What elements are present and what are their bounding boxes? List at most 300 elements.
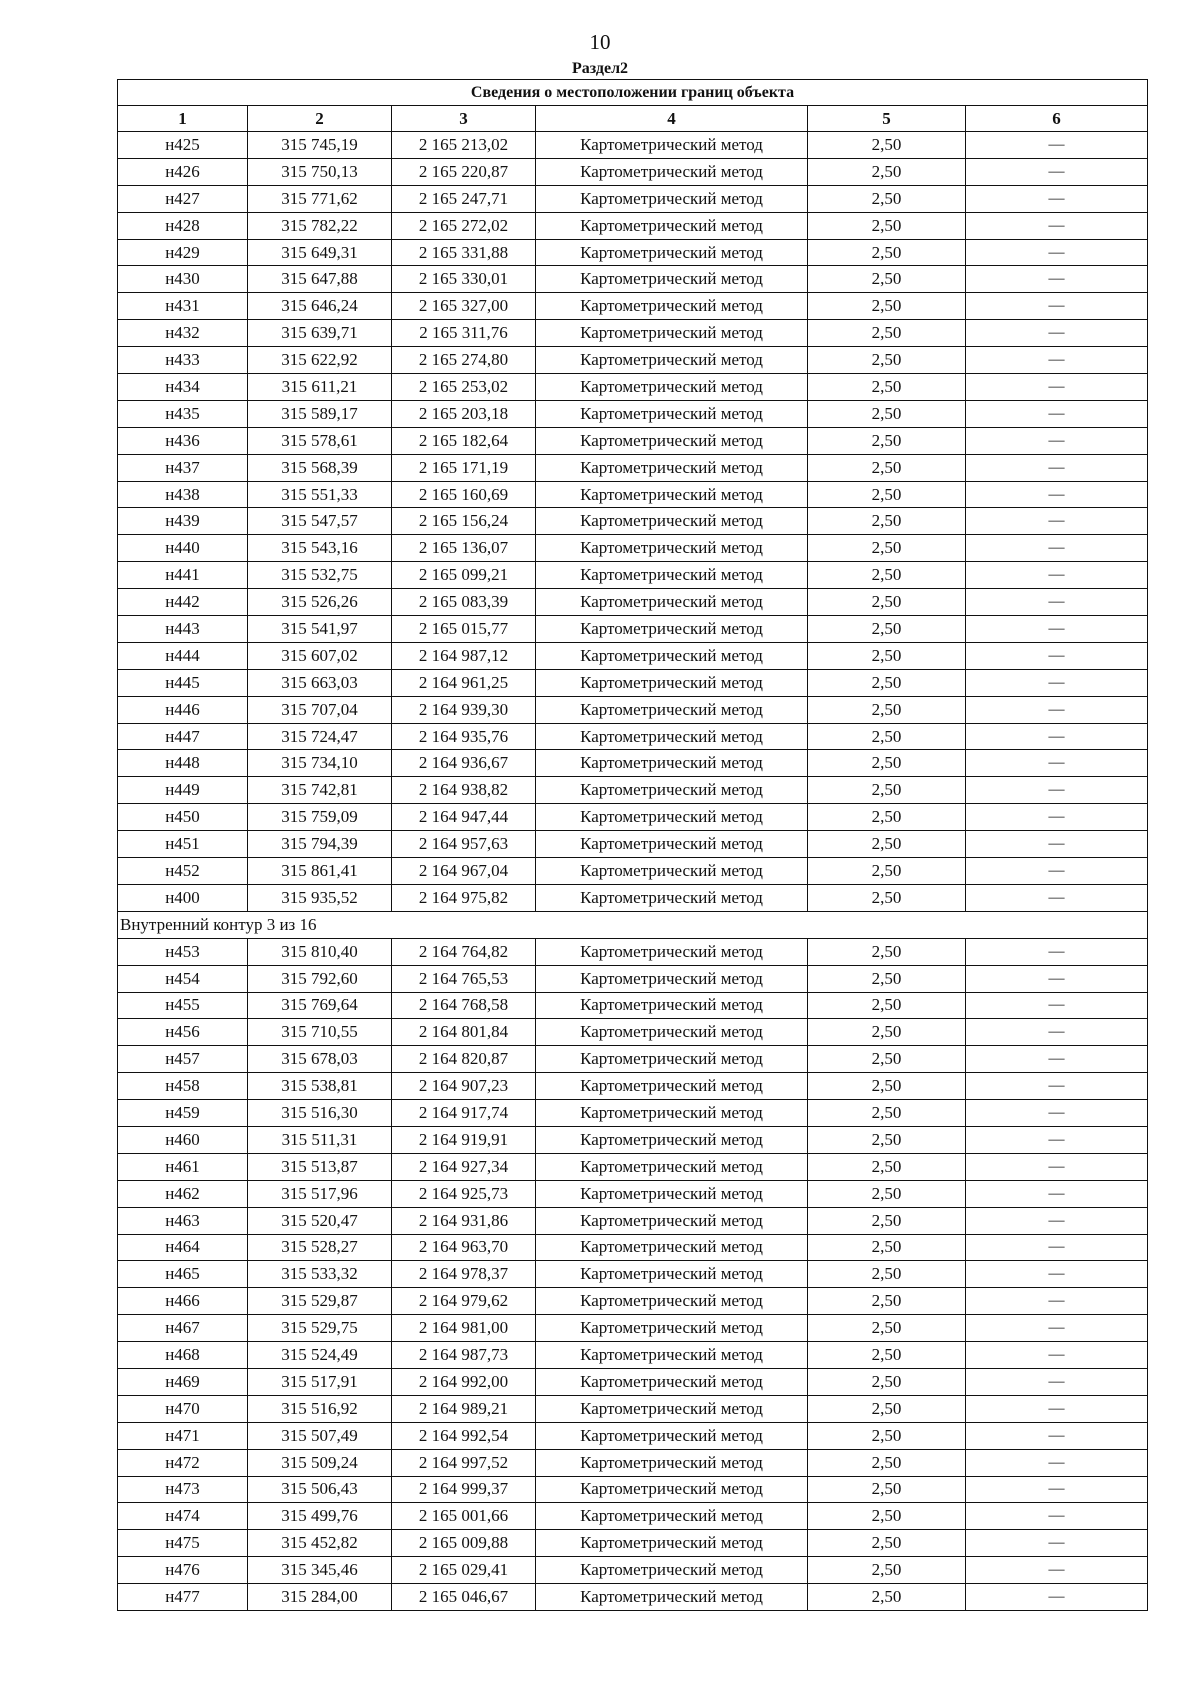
- table-cell: 2,50: [808, 185, 966, 212]
- table-row: [118, 400, 1148, 427]
- table-cell: Картометрический метод: [536, 669, 808, 696]
- table-row: [118, 1449, 1148, 1476]
- table-cell: —: [966, 158, 1148, 185]
- table-cell: 315 532,75: [248, 562, 392, 589]
- table-cell: 2 164 801,84: [392, 1019, 536, 1046]
- table-cell: 315 547,57: [248, 508, 392, 535]
- table-cell: 2 164 997,52: [392, 1449, 536, 1476]
- table-cell: —: [966, 212, 1148, 239]
- table-cell: 2 164 939,30: [392, 696, 536, 723]
- table-cell: н453: [118, 938, 248, 965]
- table-cell: 315 707,04: [248, 696, 392, 723]
- table-cell: 2 165 247,71: [392, 185, 536, 212]
- table-cell: 315 771,62: [248, 185, 392, 212]
- table-cell: Картометрический метод: [536, 804, 808, 831]
- table-cell: н464: [118, 1234, 248, 1261]
- table-cell: 2,50: [808, 669, 966, 696]
- table-cell: 2,50: [808, 562, 966, 589]
- table-cell: Картометрический метод: [536, 185, 808, 212]
- table-cell: 2 164 957,63: [392, 831, 536, 858]
- table-row: [118, 938, 1148, 965]
- table-cell: 315 517,96: [248, 1180, 392, 1207]
- table-cell: 315 452,82: [248, 1530, 392, 1557]
- table-header-row: [118, 106, 1148, 132]
- table-cell: н426: [118, 158, 248, 185]
- table-cell: Картометрический метод: [536, 642, 808, 669]
- table-cell: —: [966, 777, 1148, 804]
- table-cell: Картометрический метод: [536, 831, 808, 858]
- table-cell: 315 511,31: [248, 1126, 392, 1153]
- table-row: [118, 427, 1148, 454]
- table-cell: 315 646,24: [248, 293, 392, 320]
- table-cell: —: [966, 965, 1148, 992]
- table-cell: Картометрический метод: [536, 589, 808, 616]
- table-row: [118, 616, 1148, 643]
- table-cell: 2 165 171,19: [392, 454, 536, 481]
- table-cell: —: [966, 481, 1148, 508]
- table-cell: —: [966, 1207, 1148, 1234]
- table-cell: н447: [118, 723, 248, 750]
- table-cell: 2 164 981,00: [392, 1315, 536, 1342]
- table-row: [118, 669, 1148, 696]
- table-cell: 2,50: [808, 293, 966, 320]
- table-cell: 2 165 136,07: [392, 535, 536, 562]
- table-cell: 2 164 992,00: [392, 1368, 536, 1395]
- table-cell: Картометрический метод: [536, 535, 808, 562]
- table-cell: 2,50: [808, 616, 966, 643]
- table-cell: 315 513,87: [248, 1153, 392, 1180]
- table-cell: 2 165 001,66: [392, 1503, 536, 1530]
- table-row: [118, 1019, 1148, 1046]
- table-cell: 315 649,31: [248, 239, 392, 266]
- table-cell: 2 164 925,73: [392, 1180, 536, 1207]
- table-cell: 2,50: [808, 804, 966, 831]
- table-row: [118, 1207, 1148, 1234]
- table-cell: 315 647,88: [248, 266, 392, 293]
- table-cell: 315 792,60: [248, 965, 392, 992]
- table-cell: 2,50: [808, 320, 966, 347]
- table-cell: н450: [118, 804, 248, 831]
- table-cell: Картометрический метод: [536, 1342, 808, 1369]
- table-cell: Картометрический метод: [536, 320, 808, 347]
- table-row: [118, 1530, 1148, 1557]
- table-cell: н445: [118, 669, 248, 696]
- table-row: [118, 481, 1148, 508]
- table-cell: —: [966, 1073, 1148, 1100]
- table-cell: 2 164 820,87: [392, 1046, 536, 1073]
- table-cell: 315 710,55: [248, 1019, 392, 1046]
- table-row: [118, 723, 1148, 750]
- table-cell: 2 164 936,67: [392, 750, 536, 777]
- table-cell: 315 524,49: [248, 1342, 392, 1369]
- table-cell: н456: [118, 1019, 248, 1046]
- table-cell: н428: [118, 212, 248, 239]
- table-cell: Картометрический метод: [536, 1368, 808, 1395]
- table-cell: —: [966, 1476, 1148, 1503]
- table-cell: 2 165 099,21: [392, 562, 536, 589]
- table-cell: —: [966, 1557, 1148, 1584]
- table-cell: 2 165 311,76: [392, 320, 536, 347]
- table-cell: 2,50: [808, 427, 966, 454]
- table-row: [118, 992, 1148, 1019]
- table-cell: 2,50: [808, 1046, 966, 1073]
- table-cell: 315 516,92: [248, 1395, 392, 1422]
- table-cell: н455: [118, 992, 248, 1019]
- table-cell: н463: [118, 1207, 248, 1234]
- table-cell: 2,50: [808, 1368, 966, 1395]
- table-cell: 2,50: [808, 481, 966, 508]
- table-cell: 2,50: [808, 1395, 966, 1422]
- table-cell: 315 861,41: [248, 858, 392, 885]
- table-cell: 2,50: [808, 1557, 966, 1584]
- table-cell: Картометрический метод: [536, 1153, 808, 1180]
- table-cell: —: [966, 1261, 1148, 1288]
- table-cell: 315 607,02: [248, 642, 392, 669]
- table-cell: 2 164 987,12: [392, 642, 536, 669]
- table-cell: 315 794,39: [248, 831, 392, 858]
- table-cell: Картометрический метод: [536, 1046, 808, 1073]
- table-cell: —: [966, 1503, 1148, 1530]
- table-row: [118, 239, 1148, 266]
- table-cell: 2,50: [808, 508, 966, 535]
- table-cell: 2 164 927,34: [392, 1153, 536, 1180]
- table-cell: 2,50: [808, 992, 966, 1019]
- table-cell: н429: [118, 239, 248, 266]
- table-row: [118, 1584, 1148, 1611]
- table-cell: —: [966, 804, 1148, 831]
- table-cell: Картометрический метод: [536, 1315, 808, 1342]
- table-cell: —: [966, 938, 1148, 965]
- column-header: 4: [536, 106, 808, 132]
- table-cell: Картометрический метод: [536, 992, 808, 1019]
- table-cell: н449: [118, 777, 248, 804]
- column-header: 6: [966, 106, 1148, 132]
- table-cell: 315 759,09: [248, 804, 392, 831]
- table-cell: 315 528,27: [248, 1234, 392, 1261]
- table-cell: 2,50: [808, 1584, 966, 1611]
- table-cell: н472: [118, 1449, 248, 1476]
- table-cell: —: [966, 858, 1148, 885]
- table-row: [118, 158, 1148, 185]
- table-cell: н425: [118, 132, 248, 159]
- table-cell: 2,50: [808, 1449, 966, 1476]
- table-cell: н440: [118, 535, 248, 562]
- table-cell: 2,50: [808, 858, 966, 885]
- table-cell: 2 165 009,88: [392, 1530, 536, 1557]
- table-row: [118, 1422, 1148, 1449]
- table-cell: н466: [118, 1288, 248, 1315]
- table-cell: 2 164 919,91: [392, 1126, 536, 1153]
- table-cell: 2 165 220,87: [392, 158, 536, 185]
- table-cell: —: [966, 1342, 1148, 1369]
- table-cell: 2 165 015,77: [392, 616, 536, 643]
- table-row: [118, 454, 1148, 481]
- table-cell: 2,50: [808, 1126, 966, 1153]
- table-cell: н461: [118, 1153, 248, 1180]
- table-cell: Картометрический метод: [536, 158, 808, 185]
- table-row: [118, 750, 1148, 777]
- table-cell: 2 164 947,44: [392, 804, 536, 831]
- table-cell: 315 345,46: [248, 1557, 392, 1584]
- table-cell: 315 622,92: [248, 347, 392, 374]
- table-cell: н433: [118, 347, 248, 374]
- table-cell: н477: [118, 1584, 248, 1611]
- table-cell: Картометрический метод: [536, 938, 808, 965]
- table-cell: Картометрический метод: [536, 1019, 808, 1046]
- table-cell: н442: [118, 589, 248, 616]
- table-cell: 2,50: [808, 750, 966, 777]
- table-cell: 2,50: [808, 239, 966, 266]
- table-row: [118, 831, 1148, 858]
- table-cell: н400: [118, 884, 248, 911]
- table-row: [118, 347, 1148, 374]
- table-cell: Картометрический метод: [536, 1476, 808, 1503]
- table-cell: н474: [118, 1503, 248, 1530]
- table-cell: н459: [118, 1100, 248, 1127]
- table-cell: 315 538,81: [248, 1073, 392, 1100]
- column-header: 2: [248, 106, 392, 132]
- table-cell: н470: [118, 1395, 248, 1422]
- table-cell: 2 165 182,64: [392, 427, 536, 454]
- table-row: [118, 266, 1148, 293]
- table-row: [118, 642, 1148, 669]
- table-cell: 2 164 999,37: [392, 1476, 536, 1503]
- table-cell: н454: [118, 965, 248, 992]
- table-cell: —: [966, 132, 1148, 159]
- table-cell: н473: [118, 1476, 248, 1503]
- table-cell: Картометрический метод: [536, 1584, 808, 1611]
- table-cell: Картометрический метод: [536, 400, 808, 427]
- table-cell: Картометрический метод: [536, 1234, 808, 1261]
- table-cell: н438: [118, 481, 248, 508]
- table-cell: 315 506,43: [248, 1476, 392, 1503]
- table-cell: 2 165 274,80: [392, 347, 536, 374]
- table-cell: —: [966, 1422, 1148, 1449]
- table-cell: н457: [118, 1046, 248, 1073]
- contour-label: Внутренний контур 3 из 16: [118, 911, 1148, 938]
- table-row: [118, 1153, 1148, 1180]
- table-row: [118, 1288, 1148, 1315]
- table-cell: 315 520,47: [248, 1207, 392, 1234]
- table-cell: н452: [118, 858, 248, 885]
- table-row: [118, 1073, 1148, 1100]
- table-row: [118, 1126, 1148, 1153]
- table-cell: 2 164 764,82: [392, 938, 536, 965]
- table-cell: —: [966, 1100, 1148, 1127]
- table-cell: Картометрический метод: [536, 1530, 808, 1557]
- table-cell: 2 165 327,00: [392, 293, 536, 320]
- table-cell: 315 509,24: [248, 1449, 392, 1476]
- table-cell: —: [966, 750, 1148, 777]
- table-cell: 315 284,00: [248, 1584, 392, 1611]
- table-cell: 2,50: [808, 1476, 966, 1503]
- table-row: [118, 1395, 1148, 1422]
- table-cell: 2 165 330,01: [392, 266, 536, 293]
- table-cell: 2,50: [808, 158, 966, 185]
- table-cell: 2,50: [808, 1180, 966, 1207]
- table-cell: 2,50: [808, 1503, 966, 1530]
- table-row: [118, 965, 1148, 992]
- table-cell: Картометрический метод: [536, 132, 808, 159]
- table-cell: —: [966, 374, 1148, 401]
- table-cell: 315 663,03: [248, 669, 392, 696]
- table-cell: 2,50: [808, 723, 966, 750]
- table-row: [118, 884, 1148, 911]
- table-row: [118, 1557, 1148, 1584]
- table-cell: 2 165 272,02: [392, 212, 536, 239]
- table-cell: Картометрический метод: [536, 508, 808, 535]
- table-cell: 315 499,76: [248, 1503, 392, 1530]
- table-cell: н458: [118, 1073, 248, 1100]
- table-cell: 2 164 967,04: [392, 858, 536, 885]
- table-cell: 2,50: [808, 777, 966, 804]
- table-cell: 2,50: [808, 1288, 966, 1315]
- table-cell: 2,50: [808, 1342, 966, 1369]
- table-cell: 2,50: [808, 374, 966, 401]
- table-cell: 2 164 907,23: [392, 1073, 536, 1100]
- table-cell: 2,50: [808, 1019, 966, 1046]
- table-cell: 2 164 931,86: [392, 1207, 536, 1234]
- table-cell: 2,50: [808, 884, 966, 911]
- table-cell: 315 639,71: [248, 320, 392, 347]
- table-cell: 315 517,91: [248, 1368, 392, 1395]
- table-cell: —: [966, 831, 1148, 858]
- table-cell: н437: [118, 454, 248, 481]
- table-cell: 315 578,61: [248, 427, 392, 454]
- table-cell: н441: [118, 562, 248, 589]
- table-cell: —: [966, 293, 1148, 320]
- table-cell: 2 165 046,67: [392, 1584, 536, 1611]
- table-cell: 2 165 160,69: [392, 481, 536, 508]
- table-cell: 315 734,10: [248, 750, 392, 777]
- table-cell: Картометрический метод: [536, 293, 808, 320]
- table-cell: н469: [118, 1368, 248, 1395]
- table-cell: 315 589,17: [248, 400, 392, 427]
- table-cell: 2,50: [808, 535, 966, 562]
- table-row: [118, 374, 1148, 401]
- table-cell: Картометрический метод: [536, 1126, 808, 1153]
- table-cell: н436: [118, 427, 248, 454]
- table-cell: 315 678,03: [248, 1046, 392, 1073]
- table-cell: Картометрический метод: [536, 347, 808, 374]
- table-cell: 2,50: [808, 965, 966, 992]
- table-row: [118, 535, 1148, 562]
- table-cell: 2 164 989,21: [392, 1395, 536, 1422]
- table-cell: 315 724,47: [248, 723, 392, 750]
- table-cell: н446: [118, 696, 248, 723]
- table-row: [118, 777, 1148, 804]
- table-row: [118, 1100, 1148, 1127]
- table-cell: —: [966, 1153, 1148, 1180]
- table-cell: —: [966, 508, 1148, 535]
- table-row: [118, 320, 1148, 347]
- table-cell: 2 164 979,62: [392, 1288, 536, 1315]
- page-number: 10: [589, 30, 611, 54]
- table-cell: н462: [118, 1180, 248, 1207]
- contour-row: [118, 911, 1148, 938]
- table-row: [118, 1368, 1148, 1395]
- table-cell: 315 516,30: [248, 1100, 392, 1127]
- table-cell: —: [966, 1180, 1148, 1207]
- table-cell: 2,50: [808, 642, 966, 669]
- table-cell: —: [966, 266, 1148, 293]
- table-cell: н475: [118, 1530, 248, 1557]
- table-cell: 2,50: [808, 1073, 966, 1100]
- table-cell: н451: [118, 831, 248, 858]
- table-cell: н432: [118, 320, 248, 347]
- table-cell: —: [966, 723, 1148, 750]
- column-header: 5: [808, 106, 966, 132]
- table-cell: 2 165 331,88: [392, 239, 536, 266]
- table-cell: —: [966, 616, 1148, 643]
- table-cell: 315 810,40: [248, 938, 392, 965]
- table-cell: 315 935,52: [248, 884, 392, 911]
- table-cell: —: [966, 454, 1148, 481]
- table-cell: —: [966, 1584, 1148, 1611]
- table-cell: н443: [118, 616, 248, 643]
- table-cell: 2,50: [808, 266, 966, 293]
- table-cell: 2,50: [808, 1315, 966, 1342]
- table-row: [118, 1180, 1148, 1207]
- table-cell: Картометрический метод: [536, 1073, 808, 1100]
- table-row: [118, 1234, 1148, 1261]
- table-cell: 315 611,21: [248, 374, 392, 401]
- table-cell: —: [966, 642, 1148, 669]
- section-title: Раздел2: [571, 60, 629, 77]
- table-cell: н465: [118, 1261, 248, 1288]
- table-cell: 2,50: [808, 1207, 966, 1234]
- table-cell: Картометрический метод: [536, 427, 808, 454]
- table-cell: 2 164 765,53: [392, 965, 536, 992]
- table-cell: Картометрический метод: [536, 1422, 808, 1449]
- table-cell: 315 507,49: [248, 1422, 392, 1449]
- table-cell: —: [966, 884, 1148, 911]
- table-cell: 2 165 253,02: [392, 374, 536, 401]
- table-cell: 2,50: [808, 1234, 966, 1261]
- table-cell: н430: [118, 266, 248, 293]
- table-cell: Картометрический метод: [536, 454, 808, 481]
- table-row: [118, 1261, 1148, 1288]
- table-cell: —: [966, 320, 1148, 347]
- table-cell: 2,50: [808, 347, 966, 374]
- table-cell: —: [966, 1126, 1148, 1153]
- table-cell: —: [966, 239, 1148, 266]
- column-header: 1: [118, 106, 248, 132]
- table-cell: Картометрический метод: [536, 965, 808, 992]
- table-cell: —: [966, 1449, 1148, 1476]
- table-cell: —: [966, 185, 1148, 212]
- table-row: [118, 1315, 1148, 1342]
- table-cell: н439: [118, 508, 248, 535]
- table-cell: Картометрический метод: [536, 239, 808, 266]
- table-cell: —: [966, 992, 1148, 1019]
- table-cell: —: [966, 669, 1148, 696]
- table-cell: н471: [118, 1422, 248, 1449]
- table-cell: 315 551,33: [248, 481, 392, 508]
- table-cell: 2,50: [808, 1261, 966, 1288]
- table-cell: 315 568,39: [248, 454, 392, 481]
- table-cell: 315 769,64: [248, 992, 392, 1019]
- table-row: [118, 132, 1148, 159]
- table-cell: 2 164 938,82: [392, 777, 536, 804]
- table-cell: Картометрический метод: [536, 1503, 808, 1530]
- table-cell: 315 543,16: [248, 535, 392, 562]
- table-cell: 2 165 083,39: [392, 589, 536, 616]
- table-caption-row: [118, 80, 1148, 106]
- table-cell: 2 165 029,41: [392, 1557, 536, 1584]
- table-cell: 315 526,26: [248, 589, 392, 616]
- table-cell: 315 750,13: [248, 158, 392, 185]
